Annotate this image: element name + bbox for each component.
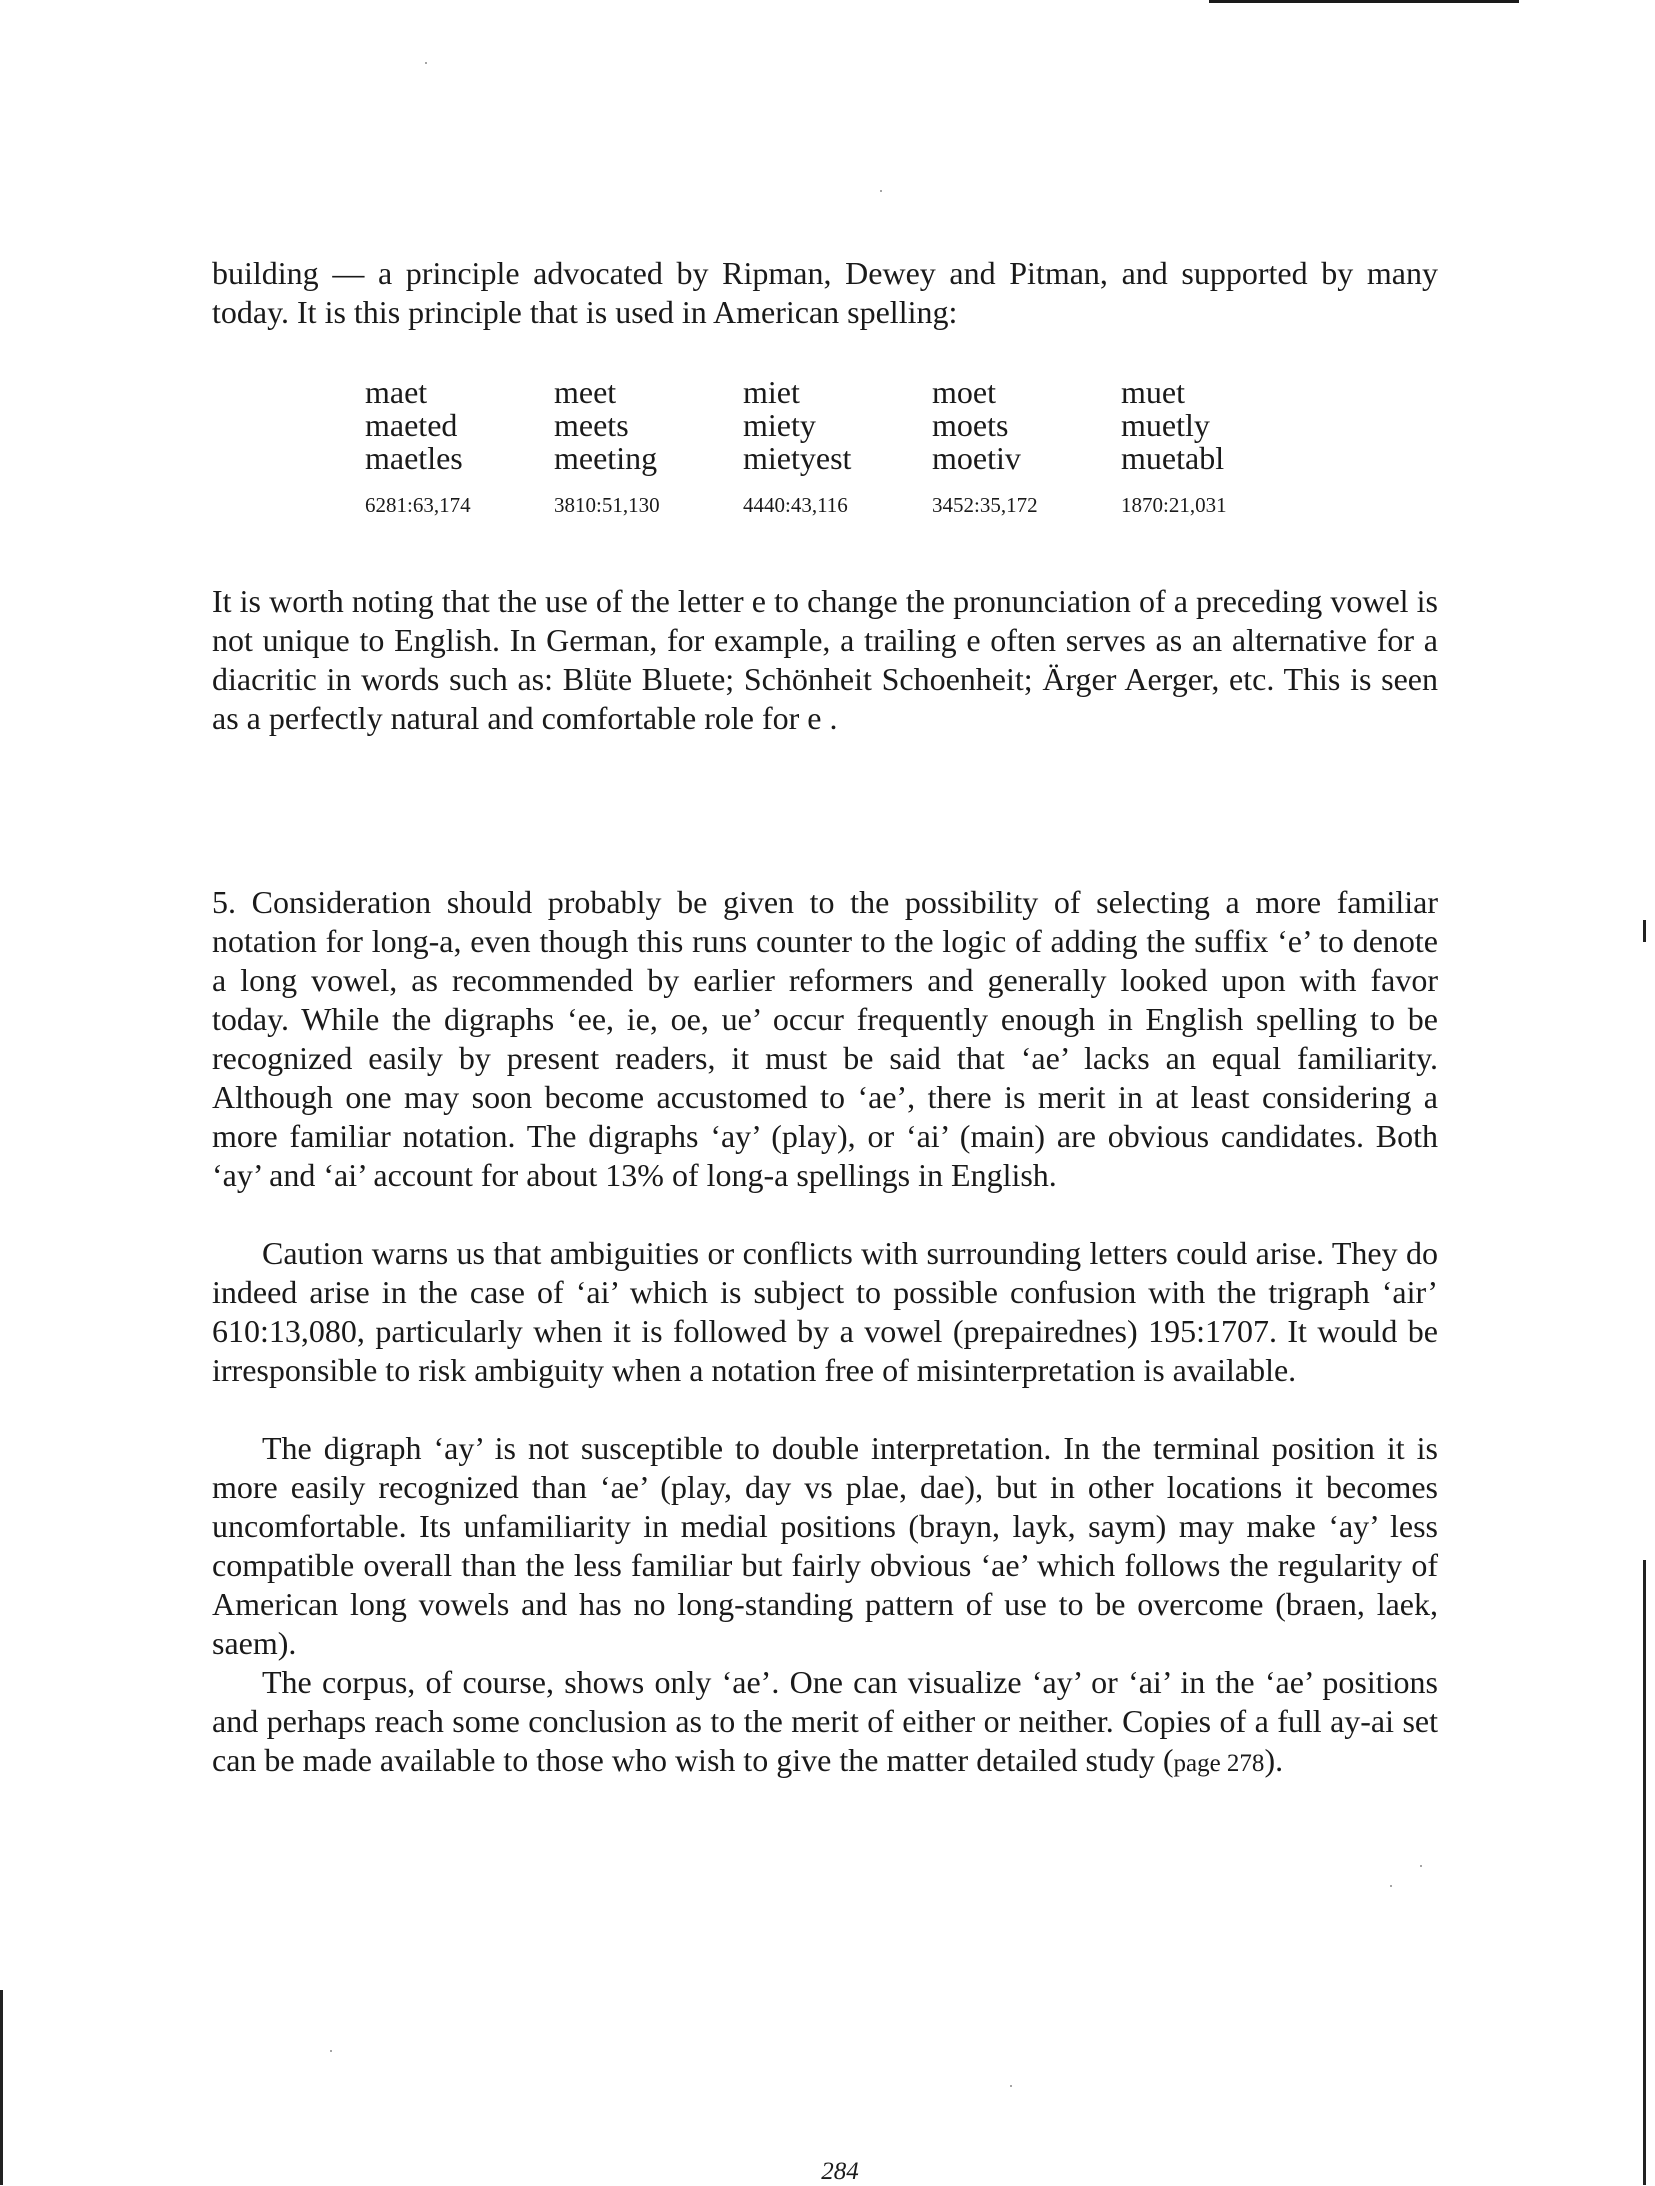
table-row (365, 442, 1310, 475)
intro-paragraph: building — a principle advocated by Ripman, Dewey and Pitman, and supported by many today. It is this principle that is used in American spelling: (212, 255, 1438, 330)
left-edge-shadow (0, 1990, 3, 2185)
frequency-cell: 4440:43,116 (743, 493, 848, 517)
table-cell: moets (932, 407, 1009, 443)
page-number: 284 (821, 2158, 859, 2185)
table-row (365, 409, 1310, 442)
table-cell: muetly (1121, 407, 1210, 443)
table-cell: miety (743, 407, 816, 443)
scan-speck (1010, 2085, 1012, 2087)
frequency-row (365, 475, 1310, 522)
top-edge-rule (1209, 0, 1519, 3)
scan-speck (1390, 1885, 1392, 1887)
german-example-paragraph: It is worth noting that the use of the letter e to change the pronunciation of a preceding vowel is not unique to English. In German, for example, a trailing e often serves as an alternative for a diacritic in words such as: Blüte Bluete; Schönheit Schoenheit; Ärger Aerger, etc. This is seen as a perfectly natural and comfortable role for e . (212, 583, 1438, 736)
section-5-paragraph-3: The digraph ‘ay’ is not susceptible to double interpretation. In the terminal position it is more easily recognized than ‘ae’ (play, day vs plae, dae), but in other locations it becomes uncomfortable. Its unfamiliarity in medial positions (brayn, layk, saym) may make ‘ay’ less compatible overall than the less familiar but fairly obvious ‘ae’ which follows the regularity of American long vowels and has no long-standing pattern of use to be overcome (braen, laek, saem). (212, 1430, 1438, 1661)
table-cell: muet (1121, 374, 1185, 410)
table-cell: maetles (365, 440, 463, 476)
paragraph-text: The corpus, of course, shows only ‘ae’. One can visualize ‘ay’ or ‘ai’ in the ‘ae’ positions and perhaps reach some conclusion as to the merit of either or neither. Copies of a full ay-ai set can be made available to those who wish to give the matter detailed study ( (212, 1664, 1438, 1778)
table-cell: meets (554, 407, 629, 443)
spelling-examples-table (365, 376, 1310, 522)
table-cell: moetiv (932, 440, 1021, 476)
scan-speck (880, 190, 882, 192)
table-cell: maeted (365, 407, 458, 443)
table-cell: maet (365, 374, 428, 410)
frequency-cell: 3810:51,130 (554, 493, 660, 517)
right-edge-shadow (1643, 1560, 1646, 2185)
table-cell: muetabl (1121, 440, 1225, 476)
table-cell: meet (554, 374, 617, 410)
table-cell: moet (932, 374, 996, 410)
table-cell: meeting (554, 440, 658, 476)
table-cell: miet (743, 374, 800, 410)
table-cell: mietyest (743, 440, 852, 476)
scan-speck (1420, 1865, 1422, 1867)
section-5-paragraph-1: 5. Consideration should probably be given to the possibility of selecting a more familiar notation for long-a, even though this runs counter to the logic of adding the suffix ‘e’ to denote a long vowel, as recommended by earlier reformers and generally looked upon with favor today. While the digraphs ‘ee, ie, oe, ue’ occur frequently enough in English spelling to be recognized easily by present readers, it must be said that ‘ae’ lacks an equal familiarity. Although one may soon become accustomed to ‘ae’, there is merit in at least considering a more familiar notation. The digraphs ‘ay’ (play), or ‘ai’ (main) are obvious candidates. Both ‘ay’ and ‘ai’ account for about 13% of long-a spellings in English. (212, 884, 1438, 1193)
paragraph-text-end: ). (1264, 1742, 1284, 1778)
frequency-cell: 3452:35,172 (932, 493, 1038, 517)
scan-speck (330, 2050, 332, 2052)
page-reference: page 278 (1173, 1750, 1265, 1777)
scan-speck (425, 62, 427, 64)
frequency-cell: 1870:21,031 (1121, 493, 1227, 517)
right-edge-mark (1643, 920, 1646, 942)
section-5-paragraph-4 (212, 1663, 1438, 1783)
section-5-paragraph-2: Caution warns us that ambiguities or conflicts with surrounding letters could arise. They do indeed arise in the case of ‘ai’ which is subject to possible confusion with the trigraph ‘air’ 610:13,080, particularly when it is followed by a vowel (prepairednes) 195:1707. It would be irresponsible to risk ambiguity when a notation free of misinterpretation is available. (212, 1235, 1438, 1388)
frequency-cell: 6281:63,174 (365, 493, 471, 517)
table-row (365, 376, 1310, 409)
